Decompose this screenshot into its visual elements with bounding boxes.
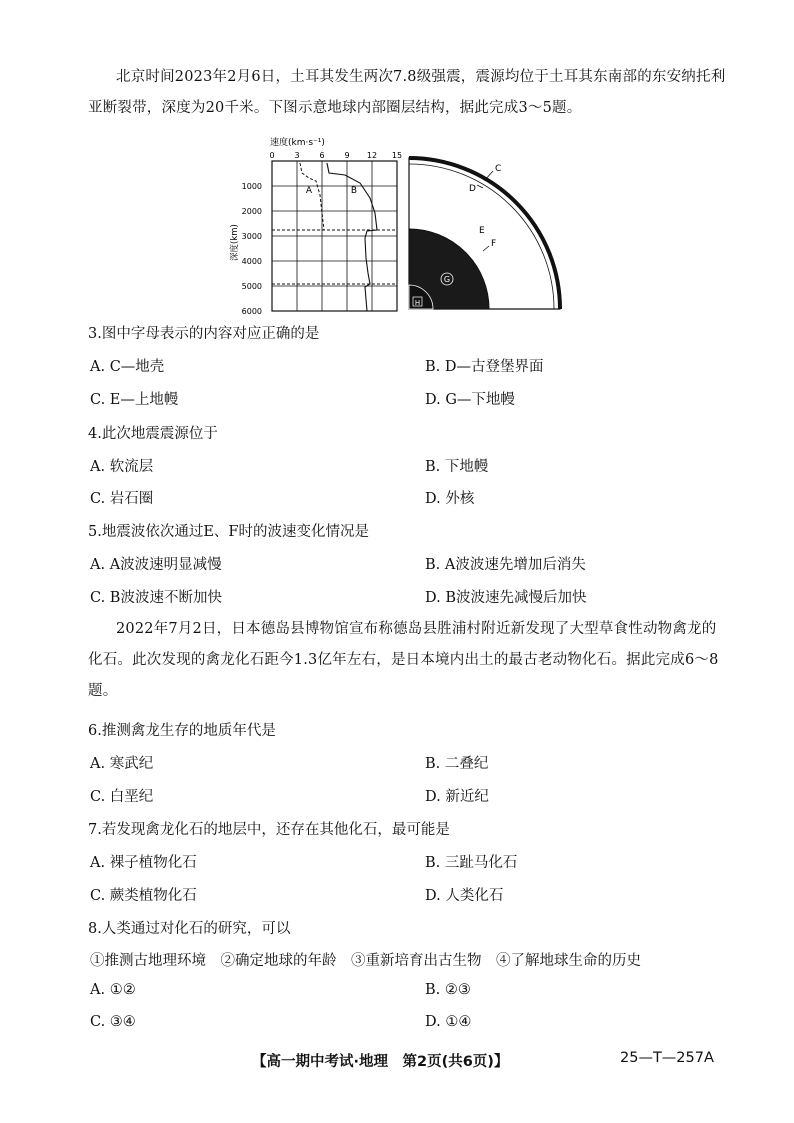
q3-option-a[interactable]: A. C—地壳: [90, 359, 165, 375]
earth-interior-diagram: [225, 133, 570, 318]
q7-stem: 7.若发现禽龙化石的地层中，还存在其他化石，最可能是: [88, 822, 450, 838]
q6-stem: 6.推测禽龙生存的地质年代是: [88, 723, 276, 739]
q6-option-c[interactable]: C. 白垩纪: [90, 789, 154, 805]
q5-option-a[interactable]: A. A波波速明显减慢: [90, 557, 222, 573]
passage-earthquake: 北京时间2023年2月6日，土耳其发生两次7.8级强震，震源均位于土耳其东南部的东安纳托利亚断裂带，深度为20千米。下图示意地球内部圈层结构，据此完成3～5题。: [88, 69, 726, 116]
depth-tick-5000: 5000: [241, 282, 262, 291]
q3-stem: 3.图中字母表示的内容对应正确的是: [88, 326, 320, 342]
label-h: H: [414, 299, 421, 307]
footer-title: 【高一期中考试·地理 第2页(共6页)】: [252, 1054, 509, 1070]
depth-tick-4000: 4000: [241, 257, 262, 266]
q4-stem: 4.此次地震震源位于: [88, 426, 218, 442]
earth-section: [409, 158, 560, 309]
q6-option-d[interactable]: D. 新近纪: [425, 789, 489, 805]
earth-interior-figure: [225, 133, 570, 318]
speed-tick-3: 3: [294, 151, 300, 160]
depth-tick-3000: 3000: [241, 232, 262, 241]
q5-stem: 5.地震波依次通过E、F时的波速变化情况是: [88, 524, 369, 540]
speed-tick-12: 12: [366, 151, 378, 160]
q4-option-d[interactable]: D. 外核: [425, 491, 475, 507]
wave-a-label: A: [305, 186, 313, 196]
q4-option-a[interactable]: A. 软流层: [90, 459, 154, 475]
q7-option-a[interactable]: A. 裸子植物化石: [90, 855, 197, 871]
depth-tick-6000: 6000: [241, 307, 262, 316]
q4-option-c[interactable]: C. 岩石圈: [90, 491, 154, 507]
q4-option-b[interactable]: B. 下地幔: [425, 459, 489, 475]
speed-tick-6: 6: [319, 151, 325, 160]
q6-option-a[interactable]: A. 寒武纪: [90, 756, 154, 772]
depth-tick-1000: 1000: [241, 182, 262, 191]
q5-option-c[interactable]: C. B波波速不断加快: [90, 590, 222, 606]
speed-tick-0: 0: [269, 151, 275, 160]
wave-a-curve: [300, 163, 324, 230]
q7-option-c[interactable]: C. 蕨类植物化石: [90, 888, 197, 904]
q7-option-b[interactable]: B. 三趾马化石: [425, 855, 518, 871]
label-e: E: [479, 226, 485, 236]
q8-statements: ①推测古地理环境 ②确定地球的年龄 ③重新培育出古生物 ④了解地球生命的历史: [90, 953, 641, 969]
q8-option-b[interactable]: B. ②③: [425, 982, 471, 998]
depth-axis-title: 深度(km): [230, 224, 240, 261]
label-f: F: [491, 239, 497, 249]
q8-option-d[interactable]: D. ①④: [425, 1014, 472, 1030]
q8-option-c[interactable]: C. ③④: [90, 1014, 136, 1030]
speed-axis-title: 速度(km·s⁻¹): [270, 138, 325, 148]
speed-tick-9: 9: [344, 151, 350, 160]
velocity-depth-graph: [229, 136, 402, 316]
q3-option-c[interactable]: C. E—上地幔: [90, 392, 179, 408]
label-c: C: [495, 164, 502, 174]
q8-stem: 8.人类通过对化石的研究，可以: [88, 921, 291, 937]
label-g: G: [443, 275, 451, 284]
q7-option-d[interactable]: D. 人类化石: [425, 888, 504, 904]
q5-option-b[interactable]: B. A波波速先增加后消失: [425, 557, 586, 573]
graph-grid: [272, 161, 397, 311]
q8-option-a[interactable]: A. ①②: [90, 982, 136, 998]
depth-tick-2000: 2000: [241, 207, 262, 216]
q6-option-b[interactable]: B. 二叠纪: [425, 756, 489, 772]
q5-option-d[interactable]: D. B波波速先减慢后加快: [425, 590, 587, 606]
wave-b-label: B: [350, 186, 358, 196]
footer-code: 25—T—257A: [620, 1050, 714, 1066]
q3-option-d[interactable]: D. G—下地幔: [425, 392, 515, 408]
passage-fossil: 2022年7月2日，日本德岛县博物馆宣布称德岛县胜浦村附近新发现了大型草食性动物禽龙的化石。此次发现的禽龙化石距今1.3亿年左右，是日本境内出土的最古老动物化石。据此完成6～8题。: [88, 621, 719, 699]
label-d: D: [469, 184, 476, 194]
q3-option-b[interactable]: B. D—古登堡界面: [425, 359, 544, 375]
speed-tick-15: 15: [391, 151, 403, 160]
